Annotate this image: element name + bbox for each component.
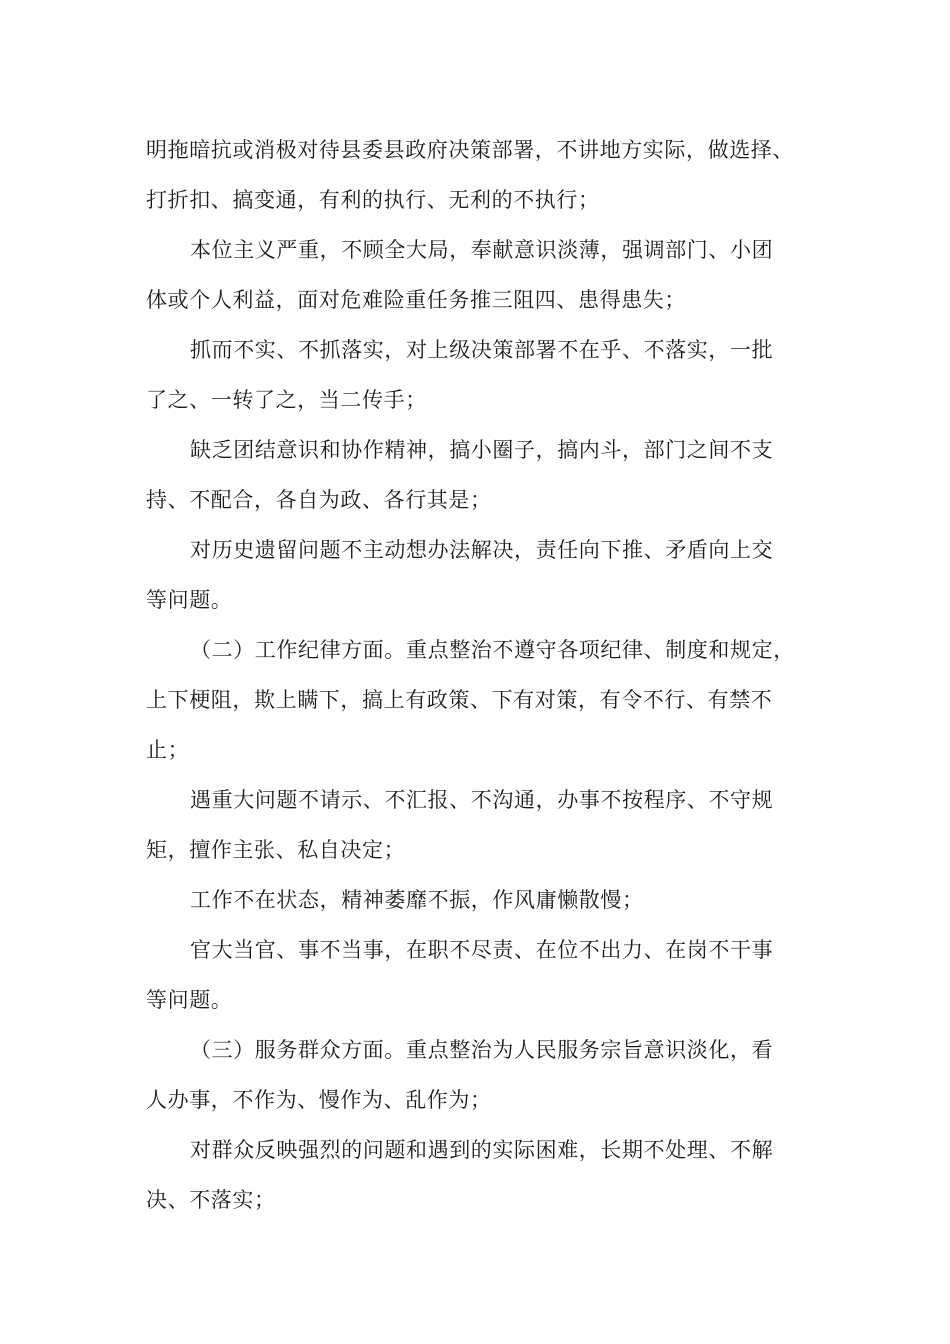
text-line: 等问题。 [146,588,233,612]
text-line: 对群众反映强烈的问题和遇到的实际困难，长期不处理、不解 [190,1138,774,1162]
text-line: 打折扣、搞变通，有利的执行、无利的不执行； [146,188,600,212]
text-line: 抓而不实、不抓落实，对上级决策部署不在乎、不落实，一批 [190,338,774,362]
text-line: 遇重大问题不请示、不汇报、不沟通，办事不按程序、不守规 [190,788,774,812]
text-line: 本位主义严重，不顾全大局，奉献意识淡薄，强调部门、小团 [190,238,774,262]
text-line: 对历史遗留问题不主动想办法解决，责任向下推、矛盾向上交 [190,538,774,562]
section-heading-line: （三）服务群众方面。重点整治为人民服务宗旨意识淡化，看 [190,1038,774,1062]
text-line: 了之、一转了之，当二传手； [146,388,427,412]
text-line: 等问题。 [146,988,233,1012]
text-line: 人办事，不作为、慢作为、乱作为； [146,1088,492,1112]
text-line: 明拖暗抗或消极对待县委县政府决策部署，不讲地方实际，做选择、 [146,138,794,162]
text-line: 矩，擅作主张、私自决定； [146,838,406,862]
text-line: 缺乏团结意识和协作精神，搞小圈子，搞内斗，部门之间不支 [190,438,774,462]
text-line: 工作不在状态，精神萎靡不振，作风庸懒散慢； [190,888,644,912]
text-line: 止； [146,738,190,762]
text-line: 上下梗阻，欺上瞒下，搞上有政策、下有对策，有令不行、有禁不 [146,688,773,712]
section-heading-line: （二）工作纪律方面。重点整治不遵守各项纪律、制度和规定， [190,638,795,662]
text-line: 官大当官、事不当事，在职不尽责、在位不出力、在岗不干事 [190,938,774,962]
text-line: 决、不落实； [146,1188,276,1212]
text-line: 持、不配合，各自为政、各行其是； [146,488,492,512]
text-line: 体或个人利益，面对危难险重任务推三阻四、患得患失； [146,288,686,312]
